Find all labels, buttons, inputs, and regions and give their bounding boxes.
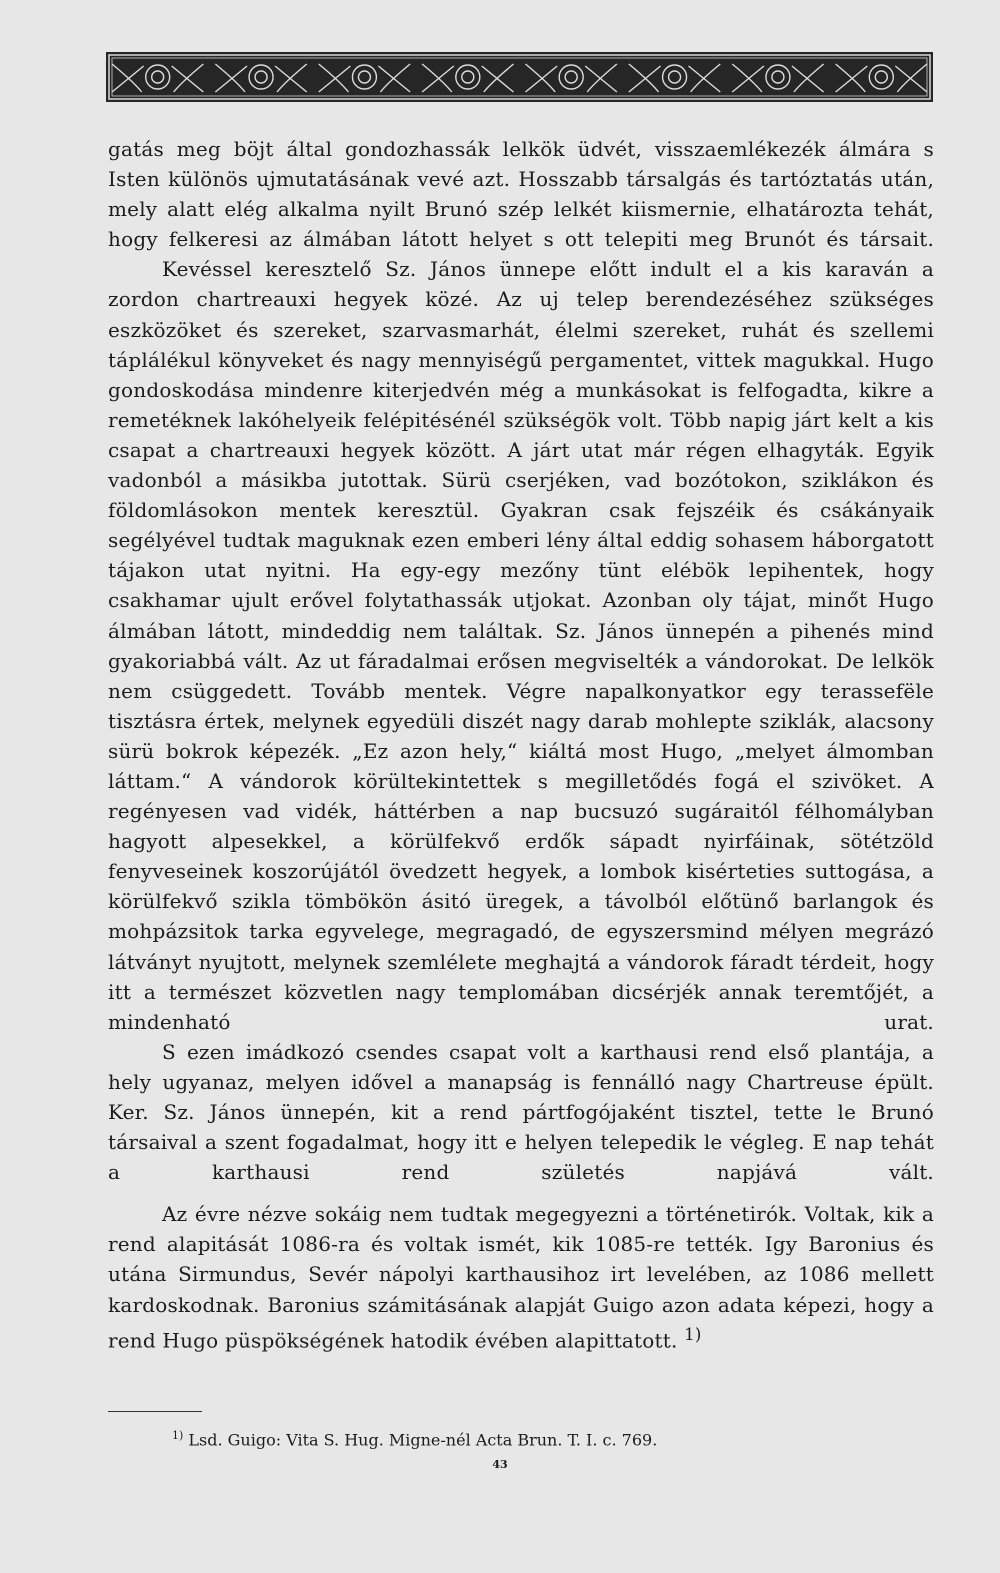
paragraph-text: Az évre nézve sokáig nem tudtak megegyezni a történetirók. Voltak, kik a rend alapitását 1086-ra és voltak ismét, kik 1085-re tették. Igy Baronius és utána Sirmundus, Sevér nápolyi karthausihoz irt levelében, az 1086 mellett kardoskodnak. Baronius számitásának alapját Guigo azon adata képezi, hogy a rend Hugo püspökségének hatodik évében alapittatott.	[108, 1202, 934, 1353]
paragraph: gatás meg böjt által gondozhassák lelkök üdvét, visszaemlékezék álmára s Isten különös ujmutatásának vevé azt. Hosszabb társalgás és tartóztatás után, mely alatt elég alkalma nyilt Brunó szép lelkét kiismernie, elhatározta tehát, hogy felkeresi az álmában látott helyet s ott telepiti meg Brunót és társait.	[108, 137, 934, 252]
paragraph: Kevéssel keresztelő Sz. János ünnepe előtt indult el a kis karaván a zordon chartreauxi hegyek közé. Az uj telep berendezéséhez szükséges eszközöket és szereket, szarvasmarhát, élelmi szereket, ruhát és szellemi táplálékul könyveket és nagy mennyiségű pergamentet, vittek magukkal. Hugo gondoskodása mindenre kiterjedvén még a munkásokat is felfogadta, kikre a remetéknek lakóhelyeik felépitésénél szükségök volt. Több napig járt kelt a kis csapat a chartreauxi hegyek között. A járt utat már régen elhagyták. Egyik vadonból a másikba jutottak. Sürü cserjéken, vad bozótokon, sziklákon és földomlásokon mentek keresztül. Gyakran csak fejszéik és csákányaik segélyével tudtak maguknak ezen emberi lény által eddig sohasem háborgatott tájakon utat nyitni. Ha egy-egy mezőny tünt elébök lepihentek, hogy csakhamar ujult erővel folytathassák utjokat. Azonban oly tájat, minőt Hugo álmában látott, mindeddig nem találtak. Sz. János ünnepén a pihenés mind gyakoriabbá vált. Az ut fáradalmai erősen megviselték a vándorokat. De lelkök nem csüggedett. Tovább mentek. Végre napalkonyatkor egy terassefële tisztásra értek, melynek egyedüli diszét nagy darab mohlepte sziklák, alacsony sürü bokrok képezék. „Ez azon hely,“ kiáltá most Hugo, „melyet álmomban láttam.“ A vándorok körültekintettek s megilletődés fogá el szivöket. A regényesen vad vidék, háttérben a nap bucsuzó sugáraitól félhomályban hagyott alpesekkel, a körülfekvő erdők sápadt nyirfáinak, sötétzöld fenyveseinek koszorújától övedzett hegyek, a lombok kisérteties suttogása, a körülfekvő szikla tömbökön ásitó üregek, a távolból előtünő barlangok és mohpázsitok tarka egyvelege, megragadó, de egyszersmind mélyen megrázó látványt nyujtott, melynek szemlélete meghajtá a vándorok fáradt térdeit, hogy itt a természet közvetlen nagy templomában dicsérjék annak teremtőjét, a mindenható urat.	[108, 257, 934, 1034]
ornamental-header-band	[106, 52, 933, 102]
footnote-marker: 1)	[172, 1429, 184, 1442]
footnote-reference: 1)	[684, 1324, 702, 1344]
decorative-border-icon	[106, 52, 933, 102]
footnote	[172, 1425, 657, 1451]
body-text	[108, 134, 934, 1355]
footnote-divider	[108, 1411, 202, 1412]
paragraph	[108, 1199, 934, 1355]
footnote-text: Lsd. Guigo: Vita S. Hug. Migne-nél Acta Brun. T. I. c. 769.	[188, 1430, 658, 1450]
page-number: 43	[492, 1458, 508, 1471]
paragraph: S ezen imádkozó csendes csapat volt a karthausi rend első plantája, a hely ugyanaz, melyen idővel a manapság is fennálló nagy Chartreuse épült. Ker. Sz. János ünnepén, kit a rend pártfogójaként tisztel, tette le Brunó társaival a szent fogadalmat, hogy itt e helyen telepedik le végleg. E nap tehát a karthausi rend születés napjává vált.	[108, 1039, 934, 1185]
